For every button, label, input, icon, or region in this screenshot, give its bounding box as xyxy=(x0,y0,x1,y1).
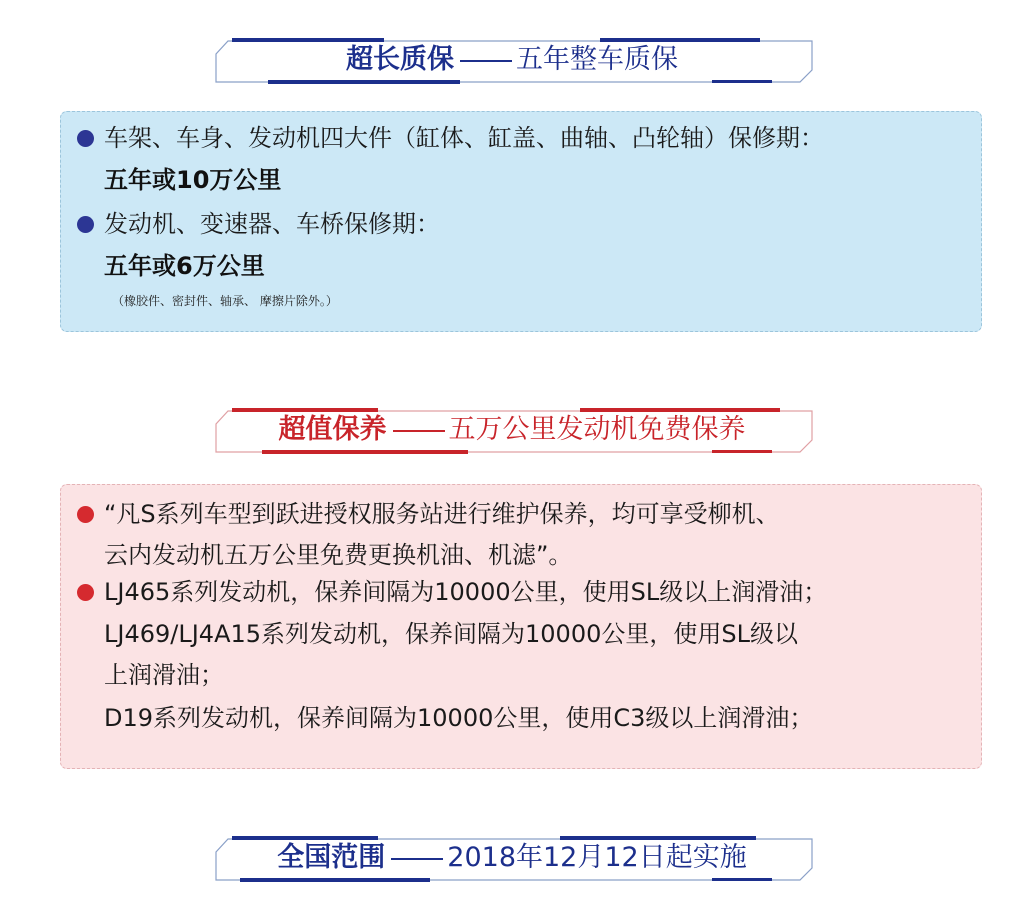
maintenance-item-2-line-4: D19系列发动机，保养间隔为10000公里，使用C3级以上润滑油； xyxy=(104,704,814,732)
maintenance-item-2-line-1: LJ465系列发动机，保养间隔为10000公里，使用SL级以上润滑油； xyxy=(104,578,828,606)
title-dash xyxy=(393,430,445,432)
section-title xyxy=(0,43,1024,77)
title-dash xyxy=(460,60,512,62)
maintenance-item-1-line-2: 云内发动机五万公里免费更换机油、机滤”。 xyxy=(104,541,573,569)
section-title-rest: 五年整车质保 xyxy=(516,44,678,75)
warranty-note: （橡胶件、密封件、轴承、 摩擦片除外。） xyxy=(112,294,338,308)
section-title-bold: 超长质保 xyxy=(346,44,454,75)
section-title-rest: 2018年12月12日起实施 xyxy=(447,842,747,873)
section-title-bold: 超值保养 xyxy=(278,414,387,445)
title-dash xyxy=(391,858,443,860)
section-banner-scope xyxy=(0,832,1024,892)
bullet-icon xyxy=(77,584,94,601)
bullet-icon xyxy=(77,506,94,523)
section-banner-maintenance xyxy=(0,404,1024,464)
section-title xyxy=(0,413,1024,447)
warranty-item-2-value: 五年或6万公里 xyxy=(104,252,265,280)
bullet-icon xyxy=(77,130,94,147)
maintenance-item-1-line-1: “凡S系列车型到跃进授权服务站进行维护保养，均可享受柳机、 xyxy=(104,500,780,528)
section-title-bold: 全国范围 xyxy=(277,842,386,873)
section-title-rest: 五万公里发动机免费保养 xyxy=(448,414,746,445)
warranty-item-1: 车架、车身、发动机四大件（缸体、缸盖、曲轴、凸轮轴）保修期： xyxy=(104,124,824,152)
bullet-icon xyxy=(77,216,94,233)
maintenance-item-2-line-2: LJ469/LJ4A15系列发动机，保养间隔为10000公里，使用SL级以 xyxy=(104,620,798,648)
warranty-item-1-value: 五年或10万公里 xyxy=(104,166,282,194)
warranty-item-2: 发动机、变速器、车桥保修期： xyxy=(104,210,440,238)
section-title xyxy=(0,841,1024,875)
maintenance-item-2-line-3: 上润滑油； xyxy=(104,661,224,689)
section-banner-warranty xyxy=(0,34,1024,94)
